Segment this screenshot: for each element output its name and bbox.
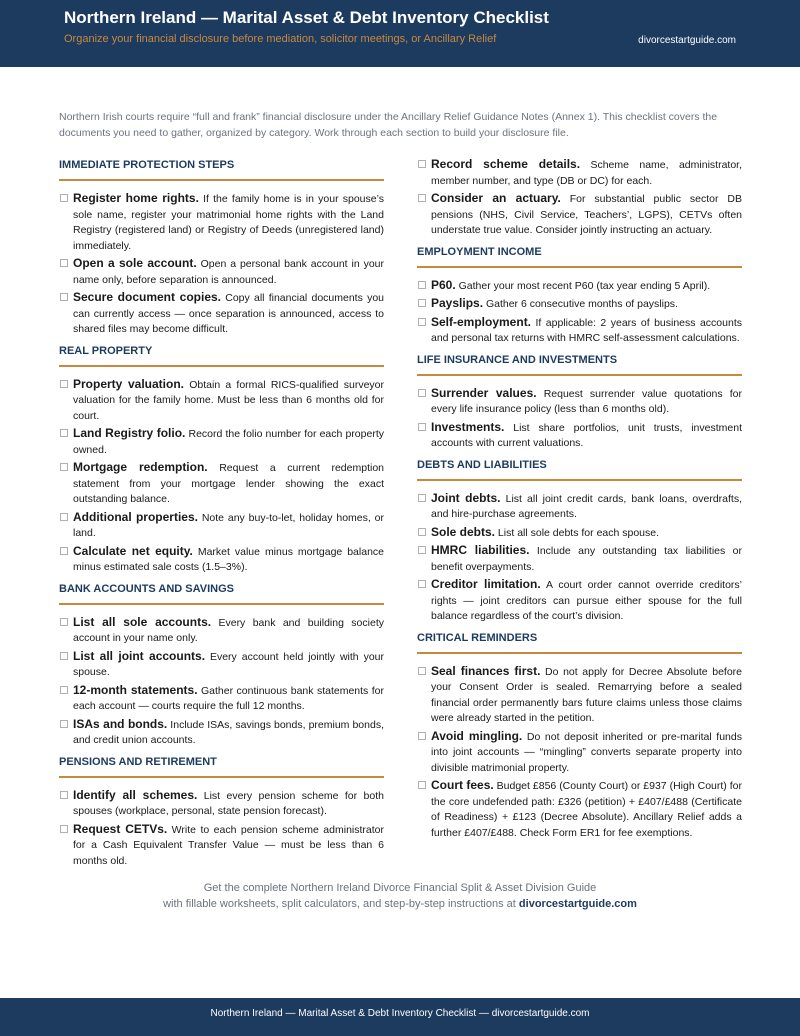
item-description: Every bank and building society account in your name only. bbox=[73, 616, 384, 644]
promo-line-2 bbox=[0, 896, 800, 912]
item-label: List all sole accounts. bbox=[73, 614, 212, 629]
checklist-item-avoid-mingling bbox=[417, 729, 742, 777]
item-label: Request CETVs. bbox=[73, 821, 168, 836]
item-label: Additional properties. bbox=[73, 509, 198, 524]
item-description: Include ISAs, savings bonds, premium bonds, and credit union accounts. bbox=[73, 718, 384, 746]
item-description: Note any buy-to-let, holiday homes, or land. bbox=[73, 511, 385, 539]
item-description: If the family home is in your spouse’s sole name, register your matrimonial home rights with the Land Registry (registered land) or Registry of Deeds (unregistered land) immediately. bbox=[73, 193, 385, 252]
page-footer: Northern Ireland — Marital Asset & Debt Inventory Checklist — divorcestartguide.com bbox=[0, 998, 800, 1036]
checklist-item-register-home-rights bbox=[59, 191, 384, 254]
checklist-item-investments bbox=[417, 420, 742, 452]
item-label: Secure document copies. bbox=[73, 290, 222, 304]
checklist-item-property-valuation bbox=[59, 377, 384, 425]
checkbox[interactable] bbox=[418, 546, 426, 554]
checklist-item-payslips bbox=[417, 296, 742, 313]
checklist-item-seal-finances-first bbox=[417, 664, 742, 727]
checkbox[interactable] bbox=[418, 667, 426, 675]
checkbox[interactable] bbox=[418, 494, 426, 502]
checklist-item-secure-document-copies bbox=[59, 290, 384, 338]
checkbox[interactable] bbox=[418, 528, 426, 536]
page-title: Northern Ireland — Marital Asset & Debt Inventory Checklist bbox=[64, 8, 549, 27]
item-label: Consider an actuary. bbox=[431, 191, 561, 205]
checklist-section bbox=[59, 581, 384, 749]
checkbox[interactable] bbox=[418, 281, 426, 289]
item-label: Investments. bbox=[431, 419, 505, 434]
item-label: Sole debts. bbox=[431, 524, 496, 539]
item-label: Surrender values. bbox=[431, 385, 537, 400]
item-description: Every account held jointly with your spouse. bbox=[73, 650, 384, 678]
checkbox[interactable] bbox=[418, 732, 426, 740]
checklist-item-creditor-limitation bbox=[417, 577, 742, 625]
section-heading-real-property: REAL PROPERTY bbox=[59, 343, 384, 367]
checklist-section bbox=[417, 457, 742, 625]
checklist-item-mortgage-redemption bbox=[59, 460, 384, 508]
item-description: Request surrender value quotations for every life insurance policy (less than 6 months old). bbox=[431, 387, 742, 415]
promo-block bbox=[0, 880, 800, 912]
item-description: A court order cannot override creditors’ rights — joint creditors can pursue either spouse for the full balance regardless of the court’s division. bbox=[431, 579, 742, 622]
item-label: Payslips. bbox=[431, 296, 484, 310]
item-description: Market value minus mortgage balance minus estimated sale costs (1.5–3%). bbox=[73, 545, 384, 573]
item-label: P60. bbox=[431, 277, 456, 292]
page-subtitle: Organize your financial disclosure before mediation, solicitor meetings, or Ancillary Relief bbox=[64, 33, 497, 45]
item-label: Seal finances first. bbox=[431, 663, 541, 678]
item-label: Identify all schemes. bbox=[73, 787, 198, 802]
checklist-item-calculate-net-equity bbox=[59, 544, 384, 576]
item-description: List all joint credit cards, bank loans, overdrafts, and hire-purchase agreements. bbox=[431, 492, 742, 520]
checkbox[interactable] bbox=[418, 423, 426, 431]
checkbox[interactable] bbox=[418, 580, 426, 588]
item-description: Obtain a formal RICS-qualified surveyor valuation for the family home. Must be less than 6 months old for court. bbox=[73, 378, 384, 422]
checklist-item-court-fees bbox=[417, 778, 742, 841]
section-heading-pensions-and-retirement: PENSIONS AND RETIREMENT bbox=[59, 754, 384, 778]
section-heading-immediate-protection-steps: IMMEDIATE PROTECTION STEPS bbox=[59, 157, 384, 181]
item-label: Joint debts. bbox=[431, 490, 501, 505]
item-label: Avoid mingling. bbox=[431, 728, 523, 743]
item-description: List every pension scheme for both spouses (workplace, personal, state pension forecast). bbox=[73, 789, 384, 817]
section-heading-employment-income: EMPLOYMENT INCOME bbox=[417, 244, 742, 268]
checklist-item-consider-an-actuary bbox=[417, 191, 742, 239]
checkbox[interactable] bbox=[60, 513, 68, 521]
header-site-link[interactable]: divorcestartguide.com bbox=[638, 35, 736, 46]
checklist-item-p60 bbox=[417, 278, 742, 295]
checklist-section bbox=[417, 157, 742, 239]
checklist-item-land-registry-folio bbox=[59, 426, 384, 458]
item-label: Court fees. bbox=[431, 778, 494, 792]
promo-link[interactable]: divorcestartguide.com bbox=[518, 898, 637, 910]
checklist-section bbox=[59, 343, 384, 576]
checkbox[interactable] bbox=[60, 825, 68, 833]
checkbox[interactable] bbox=[60, 686, 68, 694]
item-description: List share portfolios, unit trusts, investment accounts with current valuations. bbox=[431, 421, 742, 449]
item-description: Gather continuous bank statements for each account — courts require the full 12 months. bbox=[73, 684, 384, 712]
section-heading-bank-accounts-and-savings: BANK ACCOUNTS AND SAVINGS bbox=[59, 581, 384, 605]
item-label: Register home rights. bbox=[73, 191, 199, 205]
checkbox[interactable] bbox=[60, 618, 68, 626]
item-description: List all sole debts for each spouse. bbox=[495, 526, 660, 539]
item-label: List all joint accounts. bbox=[73, 648, 206, 663]
promo-line-1: Get the complete Northern Ireland Divorce Financial Split & Asset Division Guide bbox=[203, 882, 597, 894]
checklist-section bbox=[417, 352, 742, 452]
checkbox[interactable] bbox=[60, 463, 68, 471]
checkbox[interactable] bbox=[418, 781, 426, 789]
checklist-section bbox=[417, 630, 742, 842]
section-heading-life-insurance-and-investments: LIFE INSURANCE AND INVESTMENTS bbox=[417, 352, 742, 376]
item-label: Land Registry folio. bbox=[73, 426, 186, 440]
checklist-section bbox=[59, 754, 384, 870]
checklist-item-record-scheme-details bbox=[417, 157, 742, 189]
item-label: Mortgage redemption. bbox=[73, 460, 208, 474]
item-label: Open a sole account. bbox=[73, 256, 197, 270]
item-description: If applicable: 2 years of business accounts and personal tax returns with HMRC self-assessment calculations. bbox=[431, 316, 742, 344]
item-description: Copy all financial documents you can currently access — once separation is announced, access to shared files may become difficult. bbox=[73, 292, 384, 335]
item-description: Budget £856 (County Court) or £937 (High Court) for the core undefended path: £326 (petition) + £407/£488 (Certificate of Readiness) + £123 (Decree Absolute). Ancillary Relief adds a further £407/£488. Check Form ER1 for fee exemptions. bbox=[431, 780, 742, 839]
item-label: Property valuation. bbox=[73, 376, 184, 391]
checkbox[interactable] bbox=[418, 299, 426, 307]
checkbox[interactable] bbox=[60, 791, 68, 799]
intro-paragraph: Northern Irish courts require “full and frank” financial disclosure under the Ancillary Relief Guidance Notes (Annex 1). This checklist covers the documents you need to gather, organized by category. Work through each section to build your disclosure file. bbox=[59, 111, 718, 139]
checklist-item-list-all-sole-accounts bbox=[59, 615, 384, 647]
checklist-item-additional-properties bbox=[59, 510, 384, 542]
promo-line-2-text: with fillable worksheets, split calculators, and step-by-step instructions at bbox=[163, 898, 516, 910]
checkbox[interactable] bbox=[418, 160, 426, 168]
item-label: Record scheme details. bbox=[431, 157, 581, 171]
checklist-section bbox=[417, 244, 742, 347]
checklist-item-sole-debts bbox=[417, 525, 742, 542]
checklist-item-identify-all-schemes bbox=[59, 788, 384, 820]
item-description: Write to each pension scheme administrator for a Cash Equivalent Transfer Value — must be less than 6 months old. bbox=[73, 823, 384, 867]
checklist-item-list-all-joint-accounts bbox=[59, 649, 384, 681]
page-header bbox=[0, 0, 800, 67]
item-description: Do not deposit inherited or pre-marital funds into joint accounts — “mingling” converts separate property into divisible matrimonial property. bbox=[431, 730, 742, 774]
section-heading-debts-and-liabilities: DEBTS AND LIABILITIES bbox=[417, 457, 742, 481]
item-label: Calculate net equity. bbox=[73, 543, 193, 558]
checkbox[interactable] bbox=[418, 318, 426, 326]
checkbox[interactable] bbox=[60, 429, 68, 437]
checklist-item-surrender-values bbox=[417, 386, 742, 418]
checklist-item-isas-and-bonds bbox=[59, 717, 384, 749]
right-column bbox=[417, 157, 742, 846]
item-description: Open a personal bank account in your name only, before separation is announced. bbox=[73, 258, 384, 286]
checkbox[interactable] bbox=[60, 293, 68, 301]
item-label: Self-employment. bbox=[431, 314, 532, 329]
item-description: Include any outstanding tax liabilities or benefit overpayments. bbox=[431, 545, 742, 573]
checkbox[interactable] bbox=[418, 389, 426, 397]
checklist-item-request-cetvs bbox=[59, 822, 384, 870]
item-label: Creditor limitation. bbox=[431, 577, 541, 591]
item-description: Scheme name, administrator, member number, and type (DB or DC) for each. bbox=[431, 159, 742, 187]
item-description: Gather 6 consecutive months of payslips. bbox=[483, 298, 678, 310]
section-heading-critical-reminders: CRITICAL REMINDERS bbox=[417, 630, 742, 654]
checklist-item-hmrc-liabilities bbox=[417, 543, 742, 575]
item-description: Record the folio number for each property owned. bbox=[73, 428, 384, 456]
item-label: 12-month statements. bbox=[73, 682, 198, 697]
left-column bbox=[59, 157, 384, 874]
checkbox[interactable] bbox=[418, 194, 426, 202]
checkbox[interactable] bbox=[60, 720, 68, 728]
item-description: Request a current redemption statement from your mortgage lender showing the exact outstanding balance. bbox=[73, 462, 384, 505]
checkbox[interactable] bbox=[60, 194, 68, 202]
checklist-item-open-a-sole-account bbox=[59, 256, 384, 288]
checklist-item-joint-debts bbox=[417, 491, 742, 523]
checkbox[interactable] bbox=[60, 652, 68, 660]
item-label: HMRC liabilities. bbox=[431, 543, 530, 557]
item-label: ISAs and bonds. bbox=[73, 716, 168, 731]
checkbox[interactable] bbox=[60, 380, 68, 388]
item-description: Do not apply for Decree Absolute before your Consent Order is sealed. Remarrying before a sealed financial order permanently bars future claims unless those claims were already started in the petition. bbox=[431, 665, 742, 724]
checklist-section bbox=[59, 157, 384, 338]
checkbox[interactable] bbox=[60, 547, 68, 555]
item-description: Gather your most recent P60 (tax year ending 5 April). bbox=[455, 279, 711, 292]
checkbox[interactable] bbox=[60, 259, 68, 267]
item-description: For substantial public sector DB pensions (NHS, Civil Service, Teachers’, LGPS), CETVs often understate true value. Consider jointly instructing an actuary. bbox=[431, 193, 742, 236]
checklist-item-12-month-statements bbox=[59, 683, 384, 715]
checklist-item-self-employment bbox=[417, 315, 742, 347]
